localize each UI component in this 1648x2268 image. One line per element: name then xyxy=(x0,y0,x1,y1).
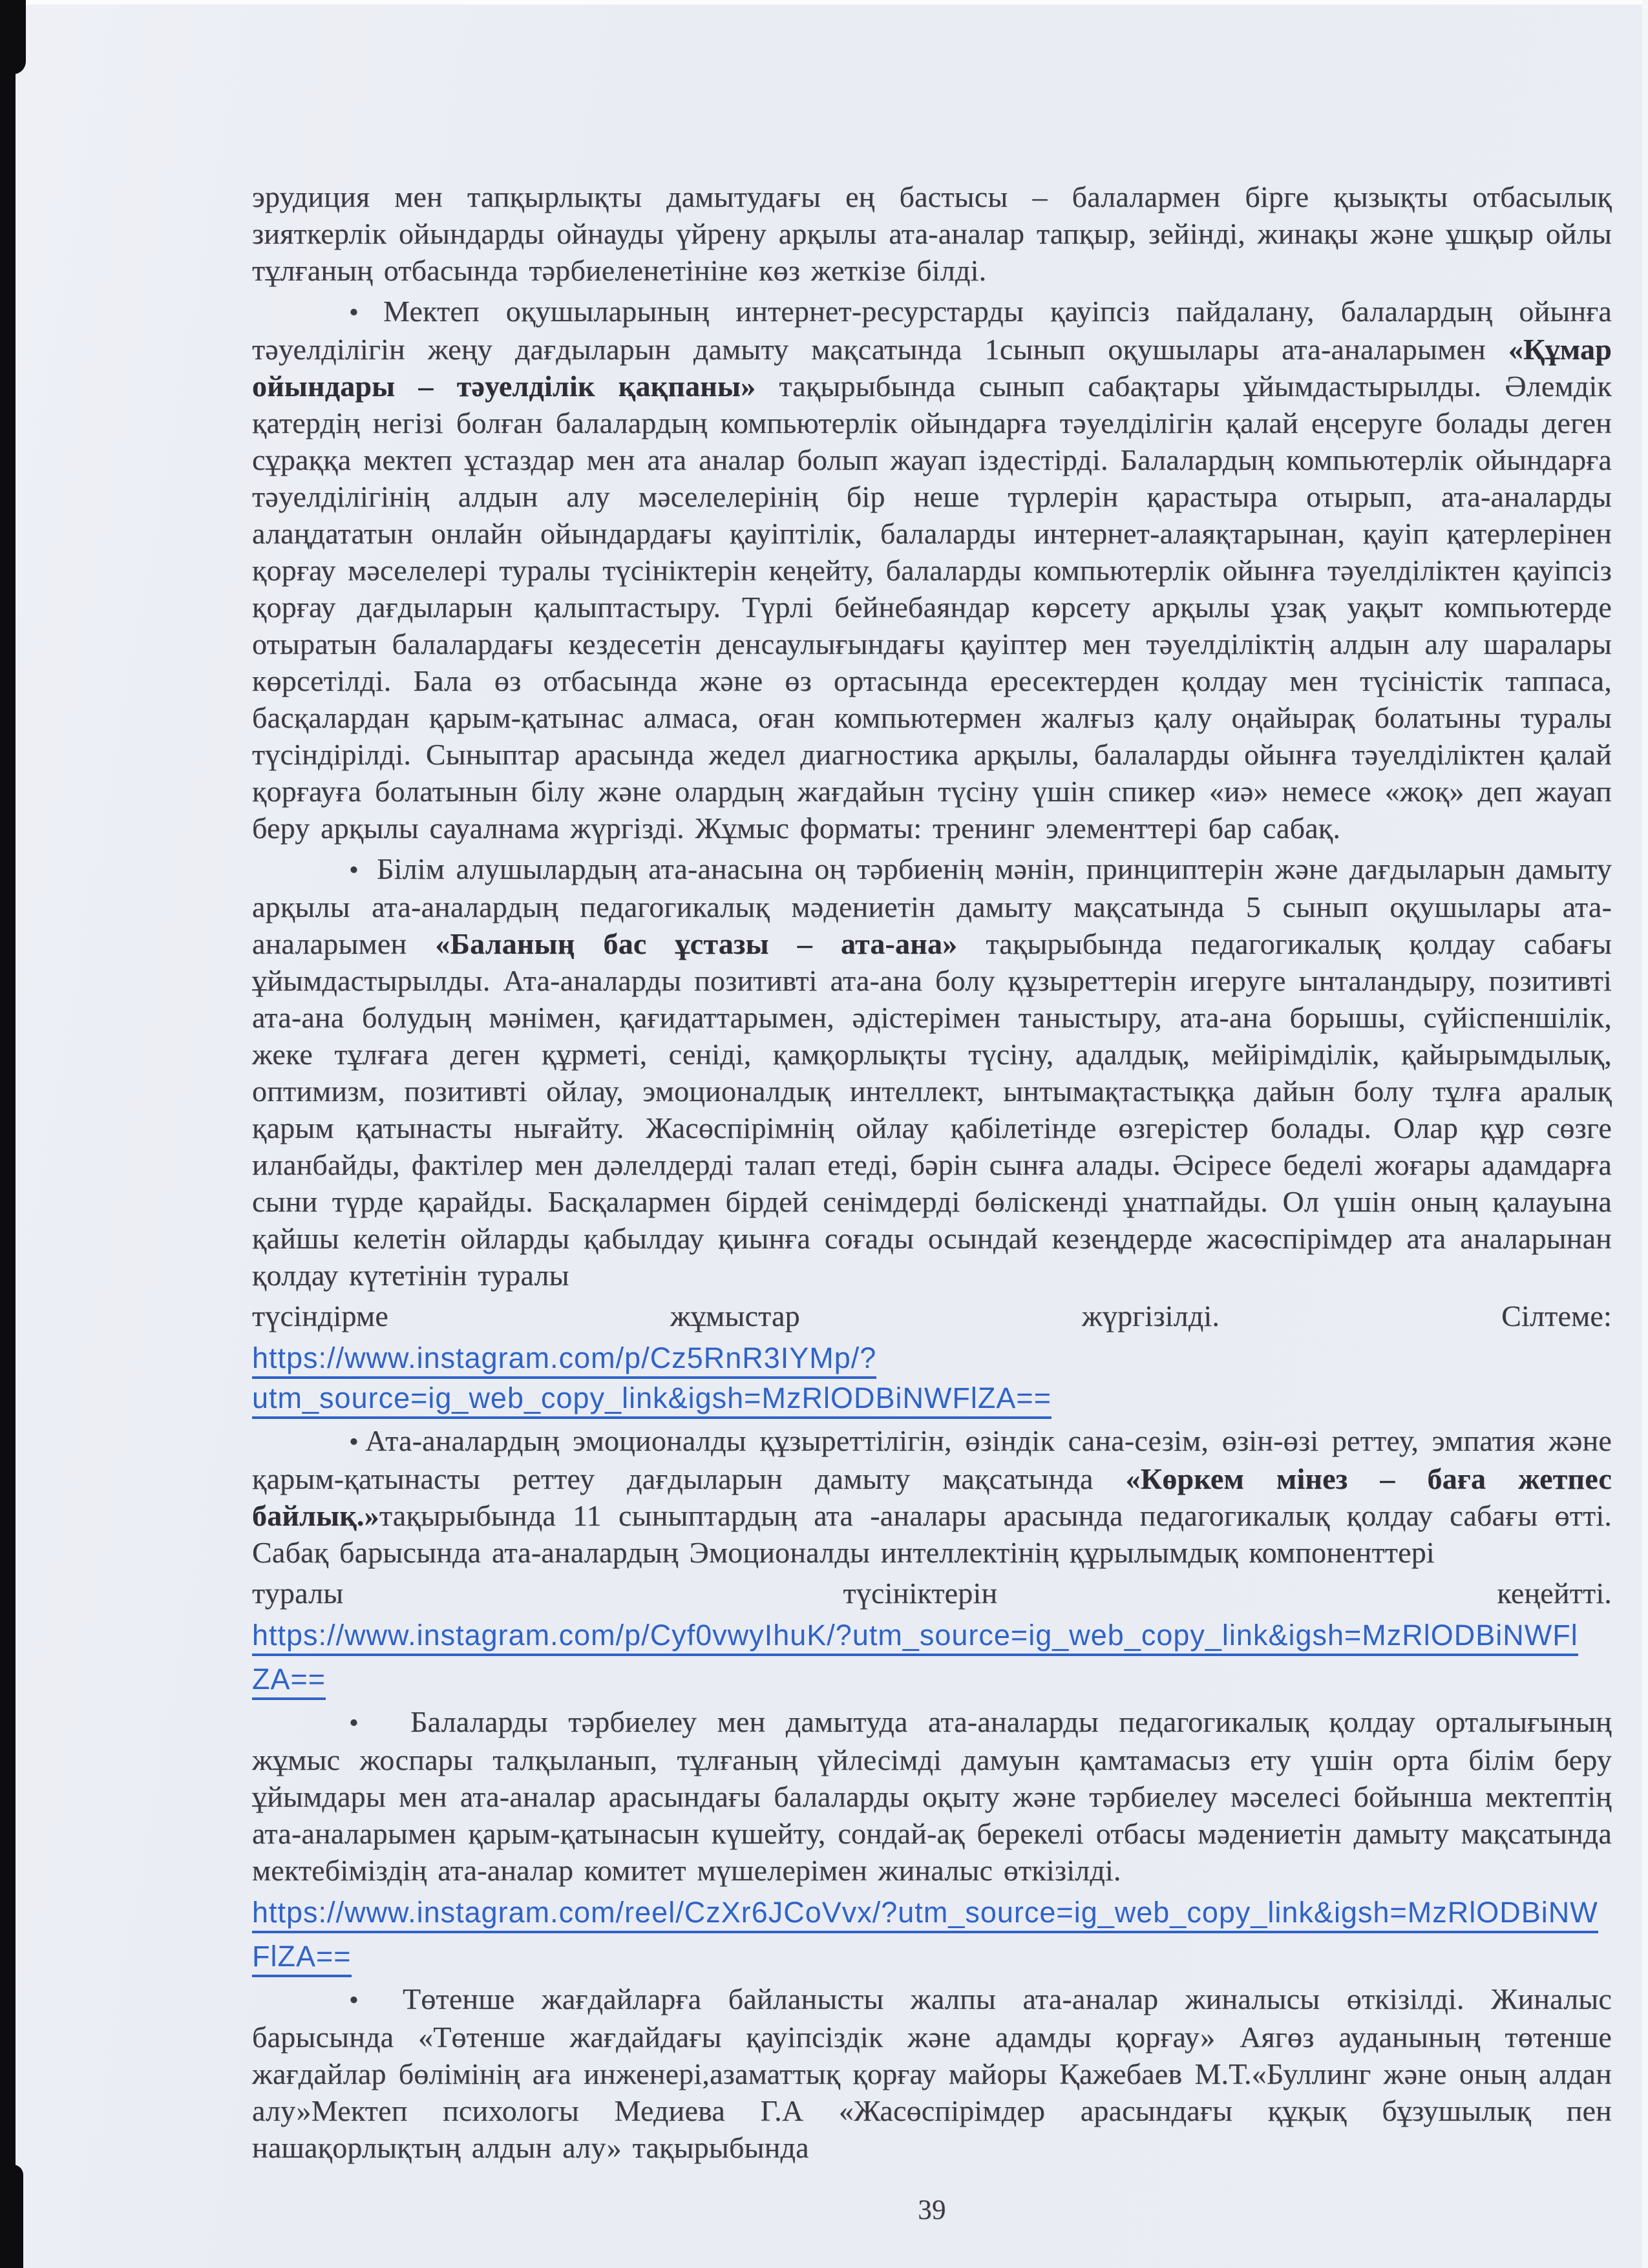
paragraph-erudition xyxy=(252,178,1612,289)
paragraph-text: Мектеп оқушыларының интернет-ресурстарды қауіпсіз пайдалану, балалардың ойынға тәуелділігін жеңу дағдыларын дамыту мақсатында 1сынып оқушылары ата-аналарымен xyxy=(252,295,1612,366)
instagram-link-3-line1[interactable]: https://www.instagram.com/reel/CzXr6JCoVvx/?utm_source=ig_web_copy_link&igsh=MzRlODBiNW xyxy=(252,1896,1598,1933)
bullet-icon: • xyxy=(349,297,359,328)
paragraph-text: Балаларды тәрбиелеу мен дамытуда ата-аналарды педагогикалық қолдау орталығының жұмыс жоспары талқыланып, тұлғаның үйлесімді дамуын қамтамасыз ету үшін орта білім беру ұйымдары мен ата-аналар арасындағы балаларды оқыту және тәрбиелеу мәселесі бойынша мектептің ата-аналарымен қарым-қатынасын күшейту, сондай-ақ берекелі отбасы мәдениетін дамыту мақсатында мектебіміздің ата-аналар комитет мүшелерімен жиналыс өткізілді. xyxy=(252,1705,1612,1887)
bullet-icon: • xyxy=(349,1427,359,1457)
justified-closing-line: туралы түсініктерін кеңейтті. xyxy=(252,1577,1612,1610)
paragraph-text: эрудиция мен тапқырлықты дамытудағы ең бастысы – балалармен бірге қызықты отбасылық зияткерлік ойындарды ойнауды үйрену арқылы ата-аналар тапқыр, зейінді, жинақы және ұшқыр ойлы тұлғаның отбасында тәрбиеленетініне көз жеткізе білді. xyxy=(252,180,1612,287)
paragraph-internet-safety xyxy=(252,293,1612,846)
paragraph-text: Төтенше жағдайларға байланысты жалпы ата-аналар жиналысы өткізілді. Жиналыс барысында «Төтенше жағдайдағы қауіпсіздік және адамды қорғау» Аягөз ауданының төтенше жағдайлар бөлімінің аға инженері,азаматтық қорғау майоры Қажебаев М.Т.«Буллинг және оның алдан алу»Мектеп психологы Медиева Г.А «Жасөспірімдер арасындағы құқық бұзушылық пен нашақорлықтың алдын алу» тақырыбында xyxy=(252,1982,1612,2164)
bullet-icon: • xyxy=(349,855,359,885)
paragraph-text: тақырыбында педагогикалық қолдау сабағы ұйымдастырылды. Ата-аналарды позитивті ата-ана болу құзыреттерін игеруге ынталандыру, позитивті ата-ана болудың мәнімен, қағидаттарымен, әдістерімен таныстыру, ата-ана борышы, сүйіспеншілік, жеке тұлғаға деген құрметі, сеніді, қамқорлықты түсіну, адалдық, мейірімділік, қайырымдылық, оптимизм, позитивті ойлау, эмоционалдық интеллект, ынтымақтастыққа дайын болу тұлға аралық қарым қатынасты нығайту. Жасөспірімнің ойлау қабілетінде өзгерістер болады. Олар құр сөзге иланбайды, фактілер мен дәлелдерді талап етеді, бәрін сынға алады. Әсіресе беделі жоғары адамдарға сыни түрде қарайды. Басқалармен бірдей сенімдерді бөліскенді ұнатпайды. Ол үшін оның қалауына қайшы келетін ойларды қабылдау қиынға соғады осындай кезеңдерде жасөспірімдер ата аналарынан қолдау күтетінін туралы xyxy=(252,927,1612,1292)
justified-closing-line: түсіндірме жұмыстар жүргізілді. Сілтеме: xyxy=(252,1299,1612,1332)
topic-title-bold: «Баланың бас ұстазы – ата-ана» xyxy=(435,927,958,960)
topic-title-bold: «Құмар ойындары – тәуелділік қақпаны» xyxy=(252,333,1612,403)
instagram-link-2-line1[interactable]: https://www.instagram.com/p/Cyf0vwyIhuK/?utm_source=ig_web_copy_link&igsh=MzRlODBiNWFl xyxy=(252,1619,1578,1656)
bullet-icon: • xyxy=(349,1708,359,1738)
instagram-link-1[interactable]: https://www.instagram.com/p/Cz5RnR3IYMp/?utm_source=ig_web_copy_link&igsh=MzRlODBiNWFlZA== xyxy=(252,1341,1051,1419)
page-number: 39 xyxy=(918,2195,946,2225)
paragraph-text: тақырыбында сынып сабақтары ұйымдастырылды. Әлемдік қатердің негізі болған балалардың компьютерлік ойындарға тәуелділігін қалай еңсеруге болады деген сұраққа мектеп ұстаздар мен ата аналар болып жауап іздестірді. Балалардың компьютерлік ойындарға тәуелділігінің алдын алу мәселелерінің бір неше түрлерін қарастыра отырып, ата-аналарды алаңдататын онлайн ойындардағы қауіптілік, балаларды интернет-алаяқтарынан, қауіп қатерлерінен қорғау мәселелері туралы түсініктерін кеңейту, балаларды компьютерлік ойынға тәуелділіктен қауіпсіз қорғау дағдыларын қалыптастыру. Түрлі бейнебаяндар көрсету арқылы ұзақ уақыт компьютерде отыратын балалардағы кездесетін денсаулығындағы қауіптер мен тәуелділіктің алдын алу шаралары көрсетілді. Бала өз отбасында және өз ортасында ересектерден қолдау мен түсіністік таппаса, басқалардан қарым-қатынас алмаса, оған компьютермен жалғыз қалу оңайырақ болатыны туралы түсіндірілді. Сыныптар арасында жедел диагностика арқылы, балаларды ойынға тәуелділіктен қалай қорғауға болатынын білу және олардың жағдайын түсіну үшін спикер «иә» немесе «жоқ» деп жауап беру арқылы сауалнама жүргізді. Жұмыс форматы: тренинг элементтері бар сабақ. xyxy=(252,370,1612,845)
instagram-link-row-3 xyxy=(252,1893,1612,1933)
instagram-link-3-line2[interactable]: FlZA== xyxy=(252,1940,352,1977)
instagram-link-row-2 xyxy=(252,1615,1612,1655)
scan-artifact-bottom-left xyxy=(0,2165,23,2268)
scan-artifact-top-left xyxy=(0,0,26,74)
paragraph-parent-committee xyxy=(252,1703,1612,1889)
paragraph-text: тақырыбында 11 сыныптардың ата -аналары арасында педагогикалық қолдау сабағы өтті. Сабақ барысында ата-аналардың Эмоционалды интеллектінің құрылымдық компоненттері xyxy=(252,1499,1612,1569)
paragraph-emergency-meeting xyxy=(252,1980,1612,2166)
bullet-icon: • xyxy=(349,1985,359,2015)
paragraph-emotional-competence xyxy=(252,1422,1612,1571)
scan-edge-top xyxy=(0,0,1648,5)
paragraph-text: Білім алушылардың ата-анасына оң тәрбиенің мәнін, принциптерін және дағдыларын дамыту арқылы ата-аналардың педагогикалық мәдениетін дамыту мақсатында 5 сынып оқушылары ата-аналарымен xyxy=(252,852,1612,960)
paragraph-positive-parenting xyxy=(252,850,1612,1294)
scan-edge-right xyxy=(1642,0,1648,2268)
instagram-link-2-line2[interactable]: ZA== xyxy=(252,1663,326,1700)
instagram-link-row-1 xyxy=(252,1338,1612,1418)
paragraph-text: Ата-аналардың эмоционалды құзыреттілігін, өзіндік сана-сезім, өзін-өзі реттеу, эмпатия және қарым-қатынасты реттеу дағдыларын дамыту мақсатында xyxy=(252,1424,1612,1495)
page-content xyxy=(252,178,1612,2229)
topic-title-bold: «Көркем мінез – баға жетпес байлық.» xyxy=(252,1462,1612,1532)
instagram-link-row-3b xyxy=(252,1937,1612,1977)
scan-edge-left xyxy=(0,0,16,2268)
instagram-link-row-2b xyxy=(252,1659,1612,1699)
